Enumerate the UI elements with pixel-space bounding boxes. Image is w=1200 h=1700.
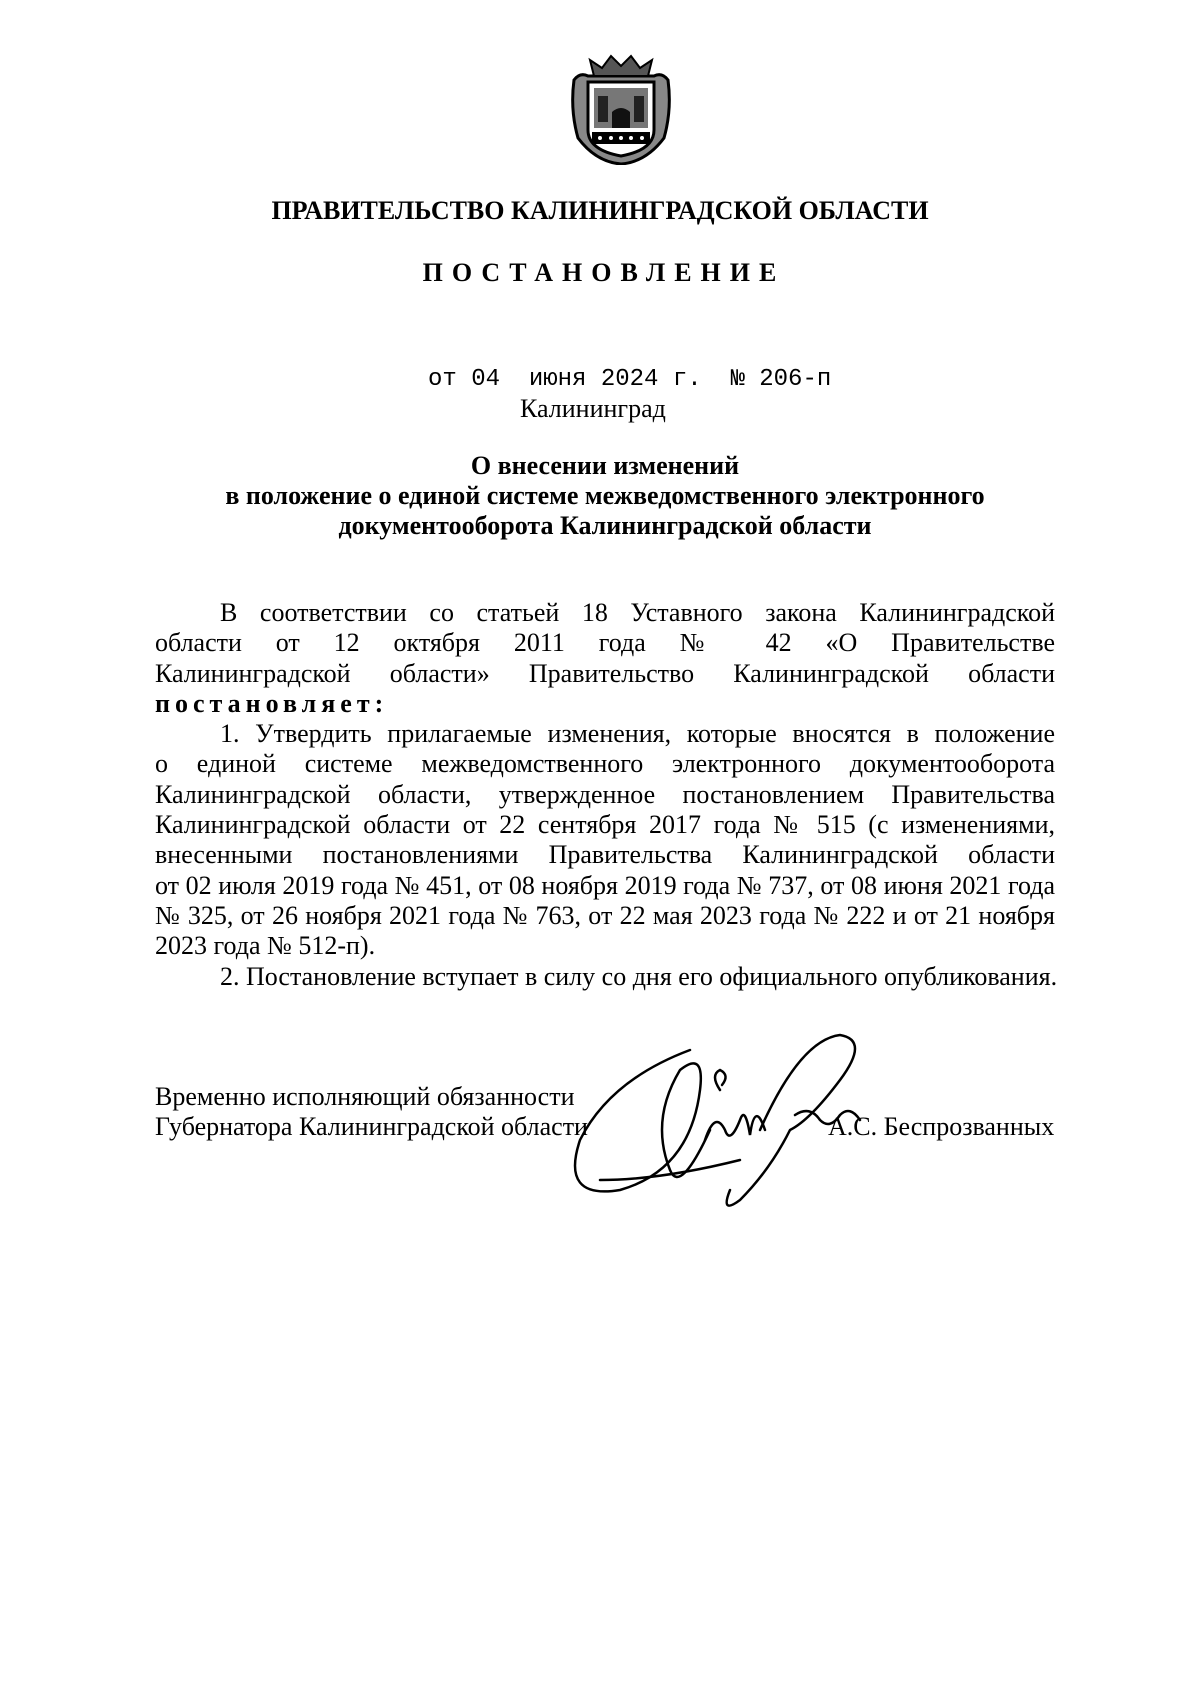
body-line: В соответствии со статьей 18 Уставного закона Калининградской (220, 598, 1055, 627)
body-line: о единой системе межведомственного электронного документооборота (155, 749, 1055, 779)
signatory-name: А.С. Беспрозванных (828, 1112, 1055, 1141)
body-line: внесенными постановлениями Правительства Калининградской области (155, 840, 1055, 870)
title-line: в положение о единой системе межведомственного электронного (225, 481, 985, 510)
title-line: документооборота Калининградской области (338, 511, 872, 540)
document-title (150, 451, 1060, 541)
position-line: Временно исполняющий обязанности (155, 1082, 575, 1111)
organization-name: ПРАВИТЕЛЬСТВО КАЛИНИНГРАДСКОЙ ОБЛАСТИ (271, 196, 929, 225)
body-line: 1. Утвердить прилагаемые изменения, которые вносятся в положение (220, 719, 1055, 749)
body-line: 2023 года № 512-п). (155, 931, 376, 961)
city: Калининград (520, 394, 666, 423)
body-line: от 02 июля 2019 года № 451, от 08 ноября 2019 года № 737, от 08 июня 2021 года (155, 870, 1055, 900)
document-body (155, 598, 1058, 992)
body-line: области от 12 октября 2011 года № 42 «О Правительстве (155, 628, 1055, 658)
handwritten-signature (540, 1020, 940, 1220)
body-line: Калининградской области» Правительство Калининградской области (155, 658, 1055, 688)
position-line: Губернатора Калининградской области (155, 1112, 588, 1141)
title-line: О внесении изменений (470, 451, 740, 480)
document-type: ПОСТАНОВЛЕНИЕ (422, 258, 786, 287)
coat-of-arms-emblem (566, 50, 676, 165)
date-and-number: от 04 июня 2024 г. № 206-п (428, 366, 832, 393)
body-line: Калининградской области, утвержденное постановлением Правительства (155, 779, 1055, 809)
signatory-position (155, 1082, 588, 1142)
resolves-word: постановляет: (155, 688, 389, 718)
body-line: Калининградской области от 22 сентября 2017 года № 515 (с изменениями, (155, 810, 1055, 840)
item-2: 2. Постановление вступает в силу со дня его официального опубликования. (220, 961, 1058, 991)
body-line: № 325, от 26 ноября 2021 года № 763, от 22 мая 2023 года № 222 и от 21 ноября (155, 900, 1055, 930)
